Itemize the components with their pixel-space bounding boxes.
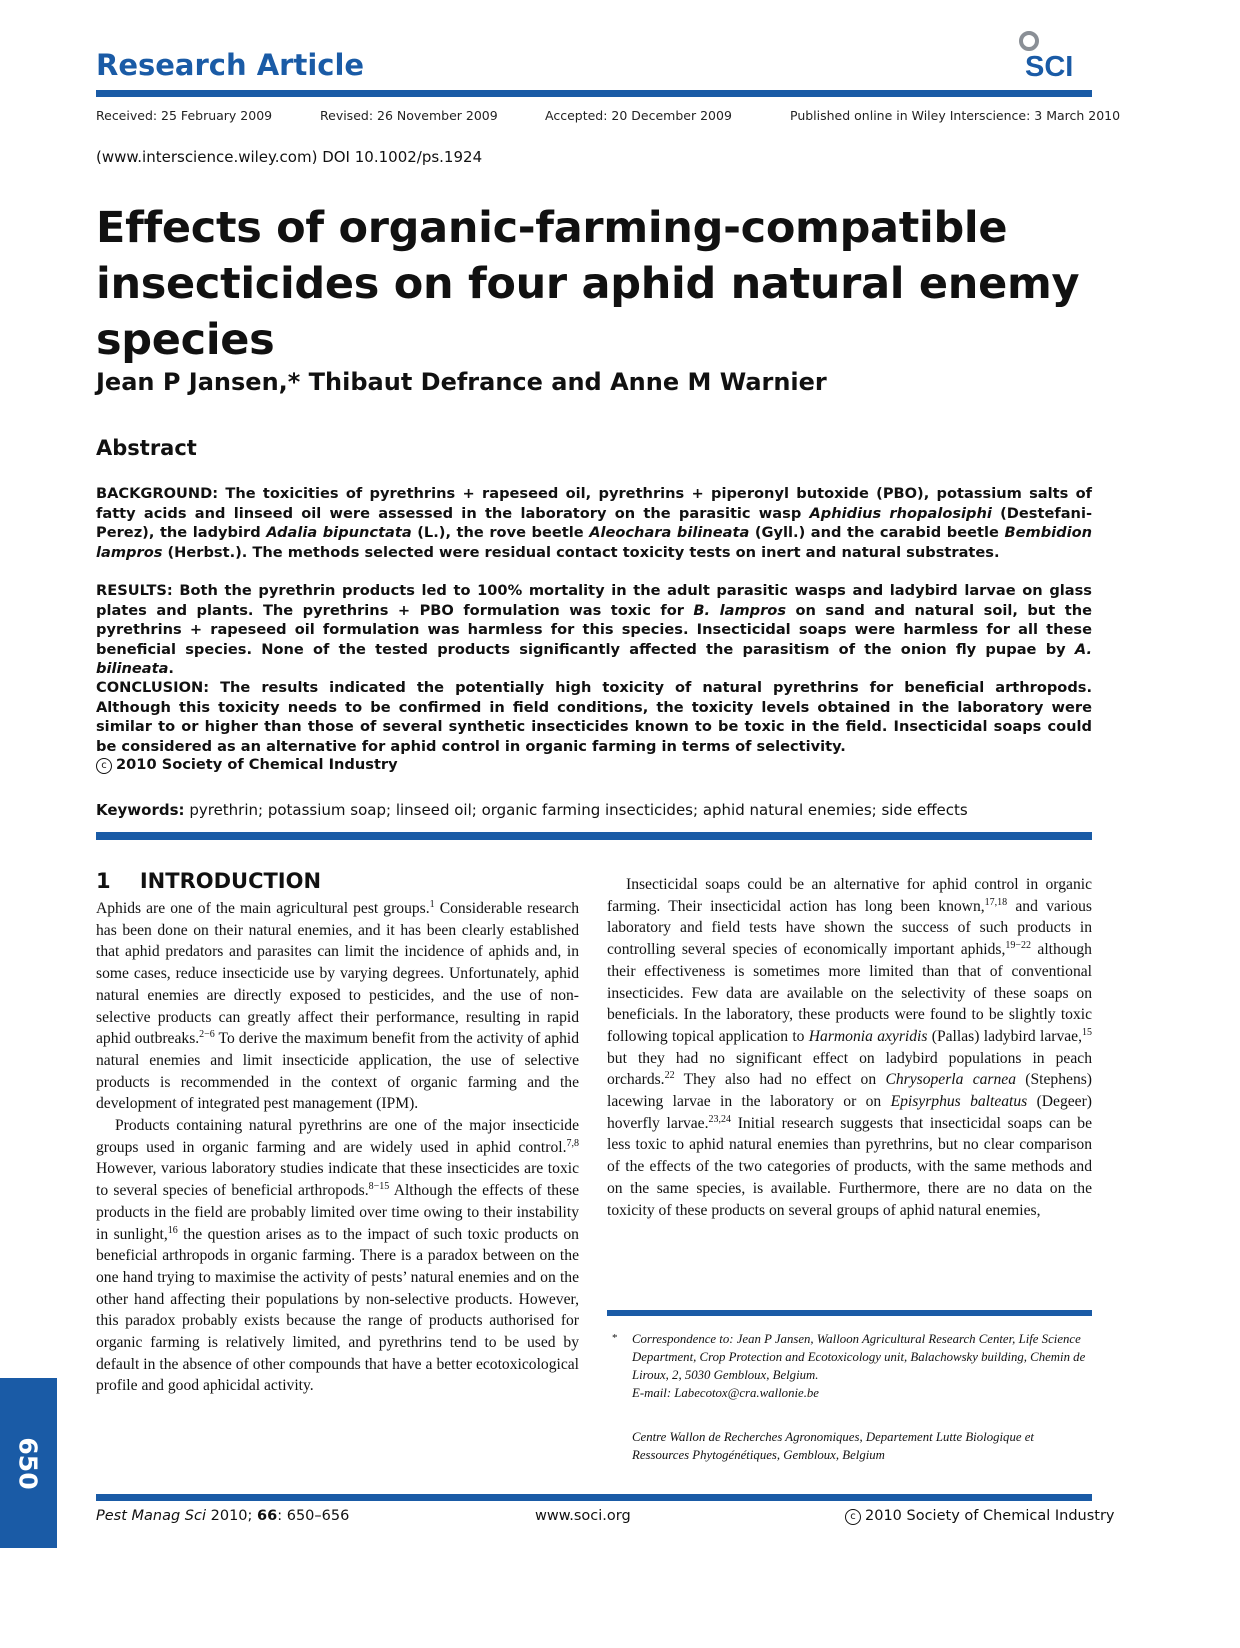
intro-paragraph: Products containing natural pyrethrins are one of the major insecticide groups used in organic farming and are widely used in aphid control.$^{7,8}$ However, various laboratory studies indicate that these insecticides are toxic to several species of beneficial arthropods.$^{8-15}$ Although the effects of these products in the field are probably limited over time owing to their instability in sunlight,$^{16}$ the question arises as to the impact of such toxic products on beneficial arthropods in organic farming. There is a paradox between on the one hand trying to maximise the activity of pests’ natural enemies and on the other hand affecting their populations by non-selective products. However, this paradox probably exists because the range of products authorised for organic farming is relatively limited, and pyrethrins tend to be used by default in the absence of other compounds that have a better ecotoxicological profile and good aphicidal activity. (96, 1117, 579, 1395)
footer-rule (96, 1494, 1092, 1501)
author-list: Jean P Jansen,* Thibaut Defrance and Anne M Warnier (96, 368, 827, 396)
citation-volume: 66 (257, 1508, 278, 1524)
journal-citation (96, 1508, 349, 1524)
copyright-symbol: c (845, 1509, 861, 1525)
accepted-date: Accepted: 20 December 2009 (545, 108, 732, 123)
copyright-symbol: c (96, 758, 112, 774)
abstract-results: RESULTS: Both the pyrethrin products led to 100% mortality in the adult parasitic wasps and ladybird larvae on glass plates and plants. The pyrethrins + PBO formulation was toxic for B. lampros on sand and natural soil, but the pyrethrins + rapeseed oil formulation was harmless for this species. Insecticidal soaps were harmless for all these beneficial species. None of the tested products significantly affected the parasitism of the onion fly pupae by A. bilineata. (96, 582, 1092, 678)
abstract-copyright-text: 2010 Society of Chemical Industry (116, 756, 398, 773)
intro-paragraph: Aphids are one of the main agricultural pest groups.$^1$ Considerable research has been done on their natural enemies, and it has been clearly established that aphid predators and parasites can limit the incidence of aphids and, in some cases, reduce insecticide use by varying degrees. Unfortunately, aphid natural enemies are directly exposed to pesticides, and the use of non-selective products can greatly affect their performance, resulting in rapid aphid outbreaks.$^{2-6}$ To derive the maximum benefit from the activity of aphid natural enemies and limit insecticide application, the use of selective products is recommended in the context of organic farming and the development of integrated pest management (IPM). (96, 898, 579, 1113)
published-date: Published online in Wiley Interscience: 3 March 2010 (790, 108, 1121, 123)
journal-name: Pest Manag Sci (96, 1508, 207, 1524)
abstract-conclusion: CONCLUSION: The results indicated the potentially high toxicity of natural pyrethrins for beneficial arthropods. Although this toxicity needs to be confirmed in field conditions, the toxicity levels obtained in the laboratory were similar to or higher than those of several synthetic insecticides known to be toxic in the field. Insecticidal soaps could be considered as an alternative for aphid control in organic farming in terms of selectivity. (96, 679, 1092, 755)
section-heading-introduction: 1 INTRODUCTION (96, 869, 322, 893)
doi-line: (www.interscience.wiley.com) DOI 10.1002/ps.1924 (96, 148, 483, 166)
footnote-marker: * (612, 1332, 618, 1344)
page-number-tab (0, 1378, 57, 1548)
footnote-rule (607, 1310, 1092, 1316)
abstract-rule (96, 832, 1092, 840)
intro-column-right (607, 874, 1092, 1221)
website-link[interactable]: www.soci.org (535, 1508, 631, 1524)
article-type: Research Article (96, 48, 365, 82)
footer-copyright-text: 2010 Society of Chemical Industry (865, 1508, 1115, 1524)
header-rule (96, 90, 1092, 97)
intro-paragraph: Insecticidal soaps could be an alternative for aphid control in organic farming. Their insecticidal action has long been known,$^{17,18}$ and various laboratory and field tests have shown the success of such products in controlling several species of economically important aphids,$^{19-22}$ although their effectiveness is sometimes more limited than that of conventional insecticides. Few data are available on the selectivity of these soaps on beneficials. In the laboratory, these products were found to be slightly toxic following topical application to Harmonia axyridis (Pallas) ladybird larvae,$^{15}$ but they had no significant effect on ladybird populations in peach orchards.$^{22}$ They also had no effect on Chrysoperla carnea (Stephens) lacewing larvae in the laboratory or on Episyrphus balteatus (Degeer) hoverfly larvae.$^{23,24}$ Initial research suggests that insecticidal soaps can be less toxic to aphid natural enemies than pyrethrins, but no clear comparison of the effects of the two categories of products, with the same methods and on the same species, is available. Furthermore, there are no data on the toxicity of these products on several groups of aphid natural enemies, (607, 876, 1093, 1219)
received-date: Received: 25 February 2009 (96, 108, 273, 123)
paper-title: Effects of organic-farming-compatible insecticides on four aphid natural enemy species (96, 203, 1080, 365)
affiliation-note: Centre Wallon de Recherches Agronomiques, Departement Lutte Biologique et Ressources Phytogénétiques, Gembloux, Belgium (632, 1430, 1034, 1462)
footer-copyright (845, 1508, 1115, 1525)
intro-column-left (96, 898, 579, 1397)
abstract-copyright (96, 756, 398, 774)
sci-logo (1012, 30, 1092, 82)
revised-date: Revised: 26 November 2009 (320, 108, 498, 123)
correspondence-text: Correspondence to: Jean P Jansen, Walloon Agricultural Research Center, Life Science Department, Crop Protection and Ecotoxicology unit, Balachowsky building, Chemin de Liroux, 2, 5030 Gembloux, Belgium. (632, 1332, 1086, 1382)
sci-logo-text: SCI (1025, 51, 1074, 82)
keywords (96, 801, 968, 819)
correspondence-footnote (614, 1330, 1092, 1402)
page-number: 650 (14, 1436, 43, 1490)
citation-year: 2010; (210, 1508, 253, 1524)
keywords-label: Keywords: (96, 801, 185, 819)
correspondence-email[interactable]: E-mail: Labecotox@cra.wallonie.be (632, 1386, 819, 1400)
abstract-heading: Abstract (96, 436, 197, 460)
citation-pages: : 650–656 (277, 1508, 350, 1524)
keywords-text: pyrethrin; potassium soap; linseed oil; organic farming insecticides; aphid natural enemies; side effects (189, 801, 968, 819)
abstract-background: BACKGROUND: The toxicities of pyrethrins + rapeseed oil, pyrethrins + piperonyl butoxide (PBO), potassium salts of fatty acids and linseed oil were assessed in the laboratory on the parasitic wasp Aphidius rhopalosiphi (Destefani-Perez), the ladybird Adalia bipunctata (L.), the rove beetle Aleochara bilineata (Gyll.) and the carabid beetle Bembidion lampros (Herbst.). The methods selected were residual contact toxicity tests on inert and natural substrates. (96, 485, 1093, 561)
